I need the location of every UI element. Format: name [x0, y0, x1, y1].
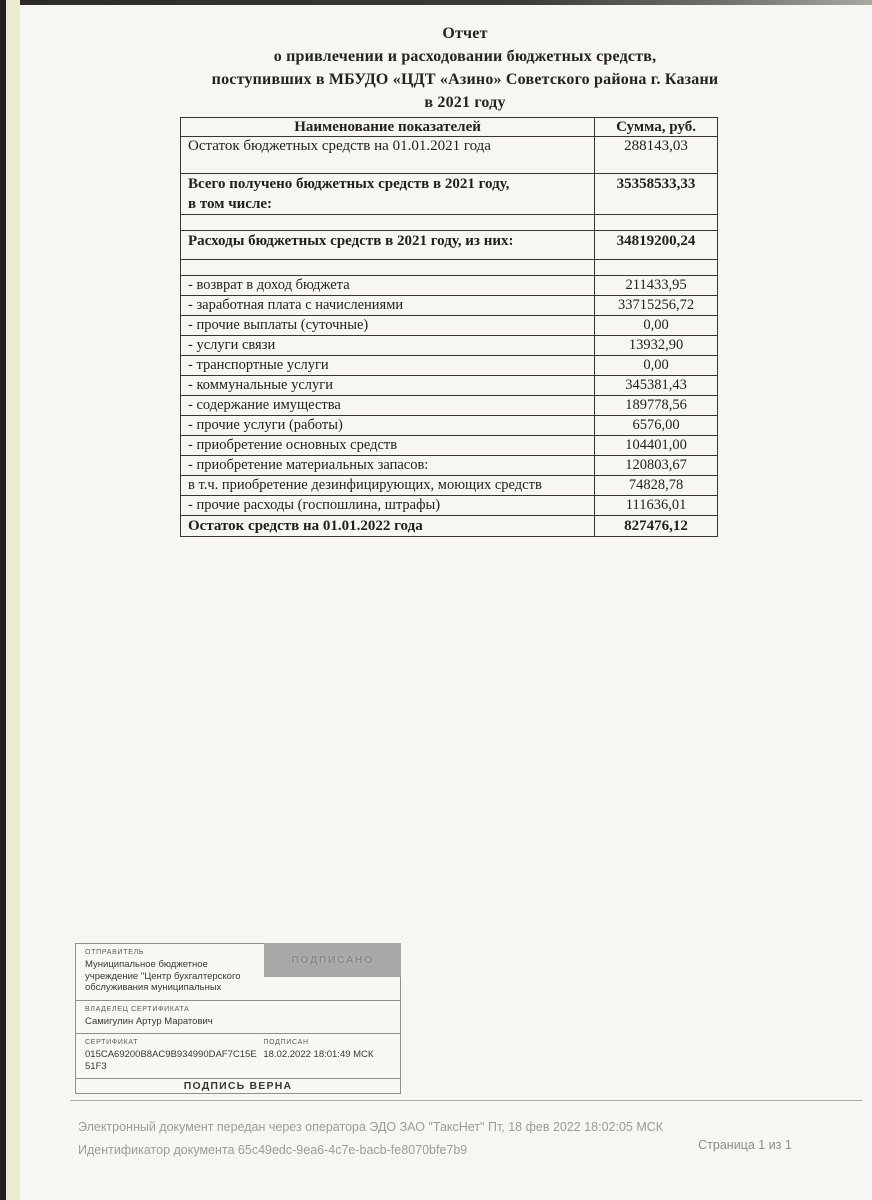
table-row: [181, 456, 718, 476]
row-value: 6576,00: [595, 416, 718, 436]
certificate-value: 015CA69200B8AC9B934990DAF7C15E51F3: [85, 1049, 257, 1072]
row-label: Расходы бюджетных средств в 2021 году, из них:: [181, 231, 595, 260]
signed-badge: ПОДПИСАНО: [264, 943, 401, 977]
row-value: 345381,43: [595, 376, 718, 396]
certificate-label: СЕРТИФИКАТ: [85, 1039, 139, 1046]
row-value: 74828,78: [595, 476, 718, 496]
row-label: - прочие выплаты (суточные): [181, 316, 595, 336]
row-value: 189778,56: [595, 396, 718, 416]
signature-sender-section: [76, 944, 400, 1001]
table-row: [181, 336, 718, 356]
table-row: [181, 137, 718, 174]
row-label: - заработная плата с начислениями: [181, 296, 595, 316]
table-row-spacer: [181, 260, 718, 276]
row-value: 13932,90: [595, 336, 718, 356]
signature-certificate-section: [76, 1034, 400, 1079]
report-title-line-4: в 2021 году: [424, 94, 506, 111]
row-label: - приобретение основных средств: [181, 436, 595, 456]
certificate-owner-label: ВЛАДЕЛЕЦ СЕРТИФИКАТА: [85, 1005, 190, 1013]
row-value: 120803,67: [595, 456, 718, 476]
row-value: 0,00: [595, 356, 718, 376]
row-value: 211433,95: [595, 276, 718, 296]
table-row: [181, 416, 718, 436]
row-label: Остаток средств на 01.01.2022 года: [181, 516, 595, 537]
certificate-owner-name: Самигулин Артур Маратович: [85, 1015, 213, 1027]
row-label: - прочие расходы (госпошлина, штрафы): [181, 496, 595, 516]
report-title-line-2: о привлечении и расходовании бюджетных средств,: [273, 48, 657, 65]
report-title-line-1: Отчет: [442, 25, 488, 42]
table-row: [181, 276, 718, 296]
column-header-name: Наименование показателей: [181, 118, 595, 137]
row-label: - транспортные услуги: [181, 356, 595, 376]
row-label: - приобретение материальных запасов:: [181, 456, 595, 476]
sender-name: Муниципальное бюджетное учреждение "Центр бухгалтерского обслуживания муниципальных: [85, 959, 241, 993]
row-label: - коммунальные услуги: [181, 376, 595, 396]
row-label: в т.ч. приобретение дезинфицирующих, моющих средств: [181, 476, 595, 496]
table-row: [181, 496, 718, 516]
row-value: 827476,12: [595, 516, 718, 537]
report-title-line-3: поступивших в МБУДО «ЦДТ «Азино» Советского района г. Казани: [211, 71, 719, 88]
table-row: [181, 396, 718, 416]
signature-valid-banner: ПОДПИСЬ ВЕРНА: [183, 1080, 293, 1092]
signed-at-column: [263, 1039, 391, 1072]
table-row: [181, 376, 718, 396]
table-row: [181, 436, 718, 456]
signature-stamp: [75, 943, 401, 1094]
table-row: [181, 516, 718, 537]
scan-edge-top: [0, 0, 872, 5]
row-value: 111636,01: [595, 496, 718, 516]
row-label: Остаток бюджетных средств на 01.01.2021 года: [181, 137, 595, 174]
column-header-sum: Сумма, руб.: [595, 118, 718, 137]
table-header-row: [181, 118, 718, 137]
footer-page-indicator: Страница 1 из 1: [698, 1138, 792, 1152]
footer-document-id: Идентификатор документа 65c49edc-9ea6-4c7e-bacb-fe8070bfe7b9: [78, 1143, 468, 1157]
table-row: [181, 476, 718, 496]
row-label: Всего получено бюджетных средств в 2021 году, в том числе:: [181, 174, 595, 215]
signed-at-label: ПОДПИСАН: [263, 1039, 309, 1046]
table-row: [181, 174, 718, 215]
table-row-spacer: [181, 215, 718, 231]
signature-owner-section: [76, 1001, 400, 1035]
row-value: 0,00: [595, 316, 718, 336]
footer-transfer-line: Электронный документ передан через оператора ЭДО ЗАО "ТаксНет" Пт, 18 фев 2022 18:02:05 МСК: [78, 1120, 664, 1134]
table-row: [181, 296, 718, 316]
certificate-column: [85, 1039, 263, 1072]
report-title: [60, 22, 870, 114]
row-value: 33715256,72: [595, 296, 718, 316]
row-value: 104401,00: [595, 436, 718, 456]
table-row: [181, 356, 718, 376]
table-row: [181, 316, 718, 336]
row-label: - возврат в доход бюджета: [181, 276, 595, 296]
table-row: [181, 231, 718, 260]
sender-label: ОТПРАВИТЕЛЬ: [85, 949, 145, 956]
row-label: - прочие услуги (работы): [181, 416, 595, 436]
row-label: - услуги связи: [181, 336, 595, 356]
signed-at-value: 18.02.2022 18:01:49 МСК: [263, 1049, 374, 1060]
scan-edge-left-cream: [6, 0, 20, 1200]
budget-report-table: [180, 117, 718, 537]
row-value: 34819200,24: [595, 231, 718, 260]
row-value: 288143,03: [595, 137, 718, 174]
row-value: 35358533,33: [595, 174, 718, 215]
footer-info: [78, 1116, 698, 1162]
footer-divider: [70, 1100, 862, 1101]
row-label: - содержание имущества: [181, 396, 595, 416]
